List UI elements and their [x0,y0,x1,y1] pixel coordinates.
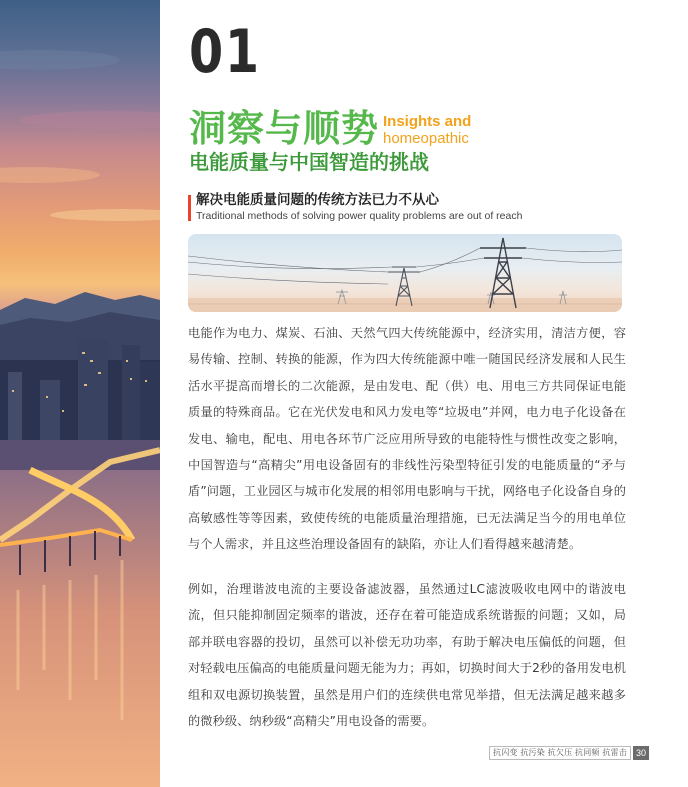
section-title: 解决电能质量问题的传统方法已力不从心 [196,192,439,208]
section-accent-bar [188,195,191,221]
page-title: 洞察与顺势 [189,107,379,150]
title-english-line1: Insights and [383,113,472,130]
body-paragraph-2: 例如，治理谐波电流的主要设备滤波器，虽然通过LC滤波吸收电网中的谐波电流，但只能抑制固定频率的谐波，还存在着可能造成系统谐振的问题；又如，局部并联电容器的投切，虽然可以补偿无功功率，有助于解决电压偏低的问题，但对轻载电压偏高的电能质量问题无能为力；再如，切换时间大于2秒的备用发电机组和双电源切换装置，虽然是用户们的连续供电常见举措，但无法满足越来越多的微秒级、纳秒级“高精尖”用电设备的需要。 [188,582,626,729]
chapter-number: 01 [189,17,261,87]
page-footer [489,746,649,760]
body-paragraph-1: 电能作为电力、煤炭、石油、天然气四大传统能源中，经济实用，清洁方便，容易传输、控制、转换的能源，作为四大传统能源中唯一随国民经济发展和人民生活水平提高而增长的二次能源，是由发电、配（供）电、用电三方共同保证电能质量的特殊商品。它在光伏发电和风力发电等“垃圾电”并网，电力电子化设备在发电、输电，配电、用电各环节广泛应用所导致的电能特性与惯性改变之影响，中国智造与“高精尖”用电设备固有的非线性污染型特征引发的电能质量的“矛与盾”问题，工业园区与城市化发展的相邻用电影响与干扰，网络电子化设备自身的高敏感性等等因素，致使传统的电能质量治理措施，已无法满足当今的用电单位与个人需求，并且这些治理设备固有的缺陷，亦让人们看得越来越清楚。 [188,326,626,552]
city-night-photo [0,0,160,787]
section-title-english: Traditional methods of solving power quality problems are out of reach [196,210,523,222]
page-subtitle: 电能质量与中国智造的挑战 [189,150,429,174]
power-line-banner-image [188,234,622,312]
title-english-line2: homeopathic [383,130,469,147]
page-number: 30 [633,746,649,760]
footer-tags: 抗闪变 抗污染 抗欠压 抗同频 抗雷击 [489,746,631,760]
